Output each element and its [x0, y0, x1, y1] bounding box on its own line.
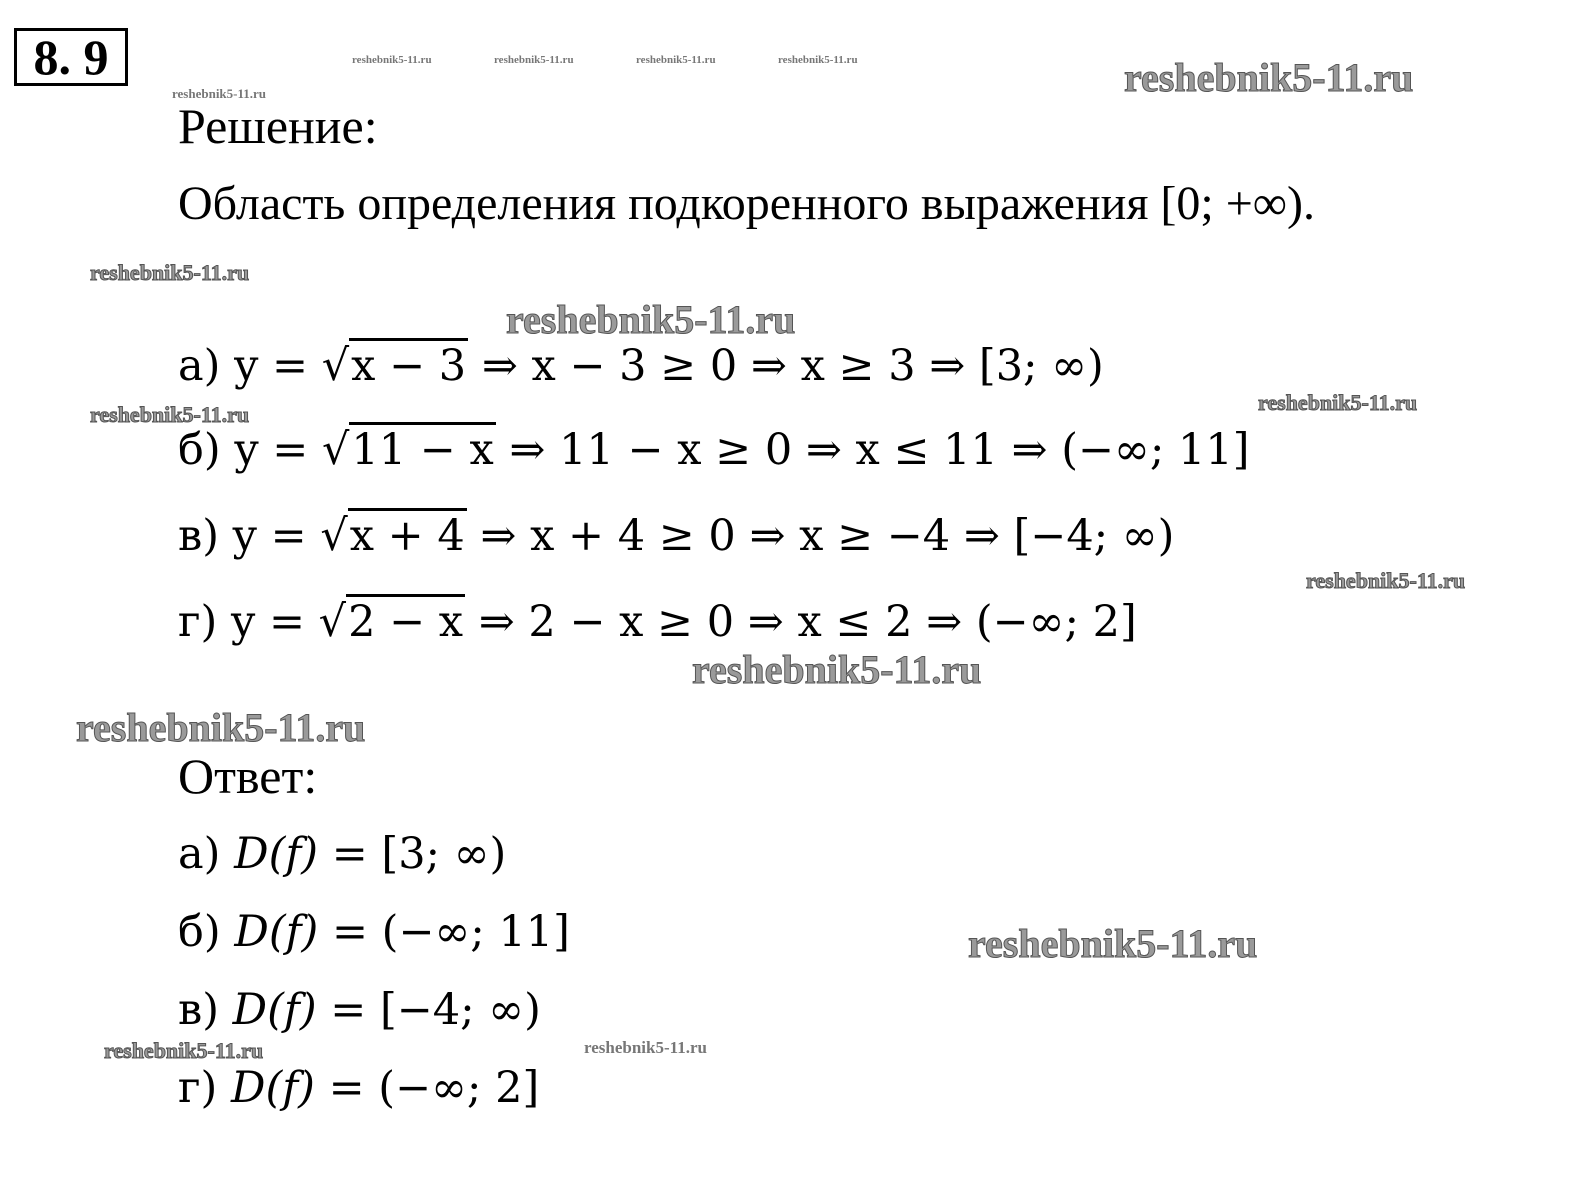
watermark: reshebnik5-11.ru	[494, 54, 574, 66]
item-lhs: y =	[230, 597, 319, 647]
radicand: x + 4	[348, 508, 467, 561]
item-lhs: y =	[234, 341, 322, 391]
answer-value: = (−∞; 2]	[314, 1063, 540, 1113]
item-label: г)	[178, 597, 218, 647]
watermark: reshebnik5-11.ru	[636, 54, 716, 66]
answer-value: = (−∞; 11]	[318, 907, 570, 957]
item-lhs: y =	[232, 511, 321, 561]
answer-function: D(f)	[232, 985, 317, 1035]
answer-value: = [3; ∞)	[318, 829, 507, 879]
solution-line-a	[178, 338, 1104, 394]
watermark: reshebnik5-11.ru	[778, 54, 858, 66]
item-label: в)	[178, 511, 219, 561]
watermark: reshebnik5-11.ru	[76, 705, 366, 750]
item-lhs: y =	[234, 425, 323, 475]
radicand: 11 − x	[349, 422, 495, 475]
solution-line-b	[178, 422, 1250, 478]
answer-function: D(f)	[230, 1063, 315, 1113]
watermark: reshebnik5-11.ru	[90, 260, 250, 285]
item-label: б)	[178, 425, 221, 475]
answer-label: г)	[178, 1063, 218, 1113]
item-derivation: ⇒ x + 4 ≥ 0 ⇒ x ≥ −4 ⇒ [−4; ∞)	[466, 511, 1175, 561]
sqrt-expression: √x + 4	[320, 508, 466, 564]
answer-line-b	[178, 904, 570, 960]
watermark: reshebnik5-11.ru	[1258, 390, 1418, 415]
sqrt-expression: √x − 3	[322, 338, 468, 394]
answer-heading: Ответ:	[178, 748, 318, 804]
domain-statement: Область определения подкоренного выражения [0; +∞).	[178, 177, 1315, 230]
solution-line-v	[178, 508, 1174, 564]
item-label: а)	[178, 341, 221, 391]
watermark: reshebnik5-11.ru	[104, 1038, 264, 1063]
watermark: reshebnik5-11.ru	[90, 402, 250, 427]
answer-line-g	[178, 1060, 539, 1116]
solution-heading: Решение:	[178, 98, 378, 154]
watermark: reshebnik5-11.ru	[968, 921, 1258, 966]
answer-label: б)	[178, 907, 221, 957]
answer-function: D(f)	[234, 829, 319, 879]
watermark: reshebnik5-11.ru	[172, 86, 267, 101]
answer-line-a	[178, 826, 506, 882]
watermark: reshebnik5-11.ru	[1306, 568, 1466, 593]
answer-label: в)	[178, 985, 219, 1035]
watermark: reshebnik5-11.ru	[692, 647, 982, 692]
watermark: reshebnik5-11.ru	[584, 1038, 707, 1057]
watermark: reshebnik5-11.ru	[1124, 55, 1414, 100]
answer-label: а)	[178, 829, 221, 879]
watermark: reshebnik5-11.ru	[506, 297, 796, 342]
item-derivation: ⇒ 11 − x ≥ 0 ⇒ x ≤ 11 ⇒ (−∞; 11]	[495, 425, 1250, 475]
sqrt-expression: √11 − x	[322, 422, 496, 478]
watermark: reshebnik5-11.ru	[352, 54, 432, 66]
answer-function: D(f)	[234, 907, 319, 957]
problem-number: 8. 9	[14, 28, 128, 86]
item-derivation: ⇒ 2 − x ≥ 0 ⇒ x ≤ 2 ⇒ (−∞; 2]	[465, 597, 1137, 647]
radicand: 2 − x	[346, 594, 465, 647]
item-derivation: ⇒ x − 3 ≥ 0 ⇒ x ≥ 3 ⇒ [3; ∞)	[468, 341, 1104, 391]
answer-value: = [−4; ∞)	[316, 985, 541, 1035]
solution-line-g	[178, 594, 1137, 650]
sqrt-expression: √2 − x	[319, 594, 465, 650]
answer-line-v	[178, 982, 541, 1038]
radicand: x − 3	[349, 338, 468, 391]
